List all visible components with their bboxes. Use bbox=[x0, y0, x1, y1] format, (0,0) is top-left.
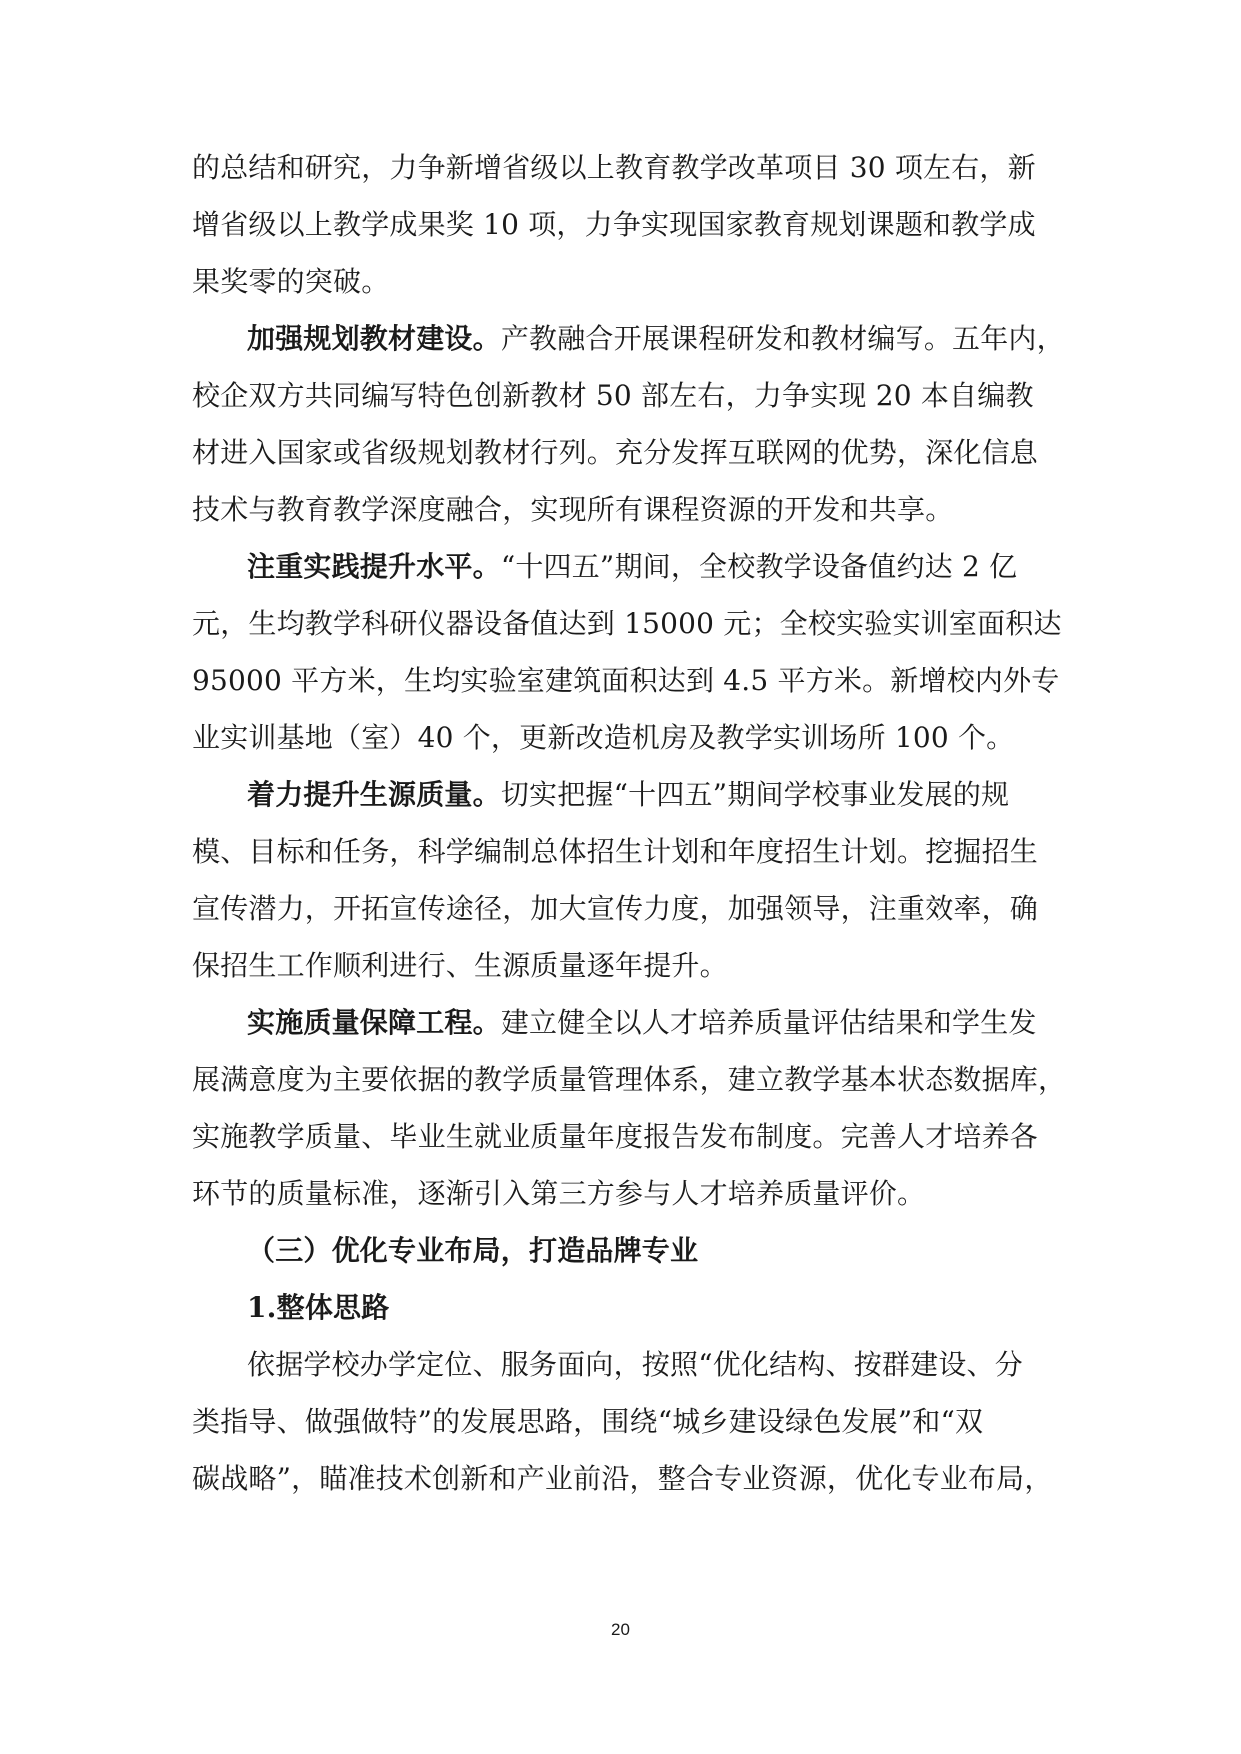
paragraph-line: 保招生工作顺利进行、生源质量逐年提升。 bbox=[192, 949, 728, 982]
paragraph-line: 碳战略”，瞄准技术创新和产业前沿，整合专业资源，优化专业布局， bbox=[192, 1462, 1053, 1495]
paragraph-first-line bbox=[247, 777, 1052, 813]
paragraph-lead-heading: 着力提升生源质量。 bbox=[247, 778, 501, 811]
paragraph-line: 环节的质量标准，逐渐引入第三方参与人才培养质量评价。 bbox=[192, 1177, 926, 1210]
paragraph-line: 元，生均教学科研仪器设备值达到 15000 元；全校实验实训室面积达 bbox=[192, 607, 1062, 640]
paragraph-first-line: 依据学校办学定位、服务面向，按照“优化结构、按群建设、分 bbox=[247, 1348, 1023, 1381]
paragraph-line: 果奖零的突破。 bbox=[192, 265, 390, 298]
paragraph-line: 宣传潜力，开拓宣传途径，加大宣传力度，加强领导，注重效率，确 bbox=[192, 892, 1039, 925]
page-number: 20 bbox=[611, 1620, 630, 1639]
paragraph-line: 实施教学质量、毕业生就业质量年度报告发布制度。完善人才培养各 bbox=[192, 1120, 1039, 1153]
paragraph-lead-heading: 注重实践提升水平。 bbox=[247, 550, 501, 583]
sub-heading: 1.整体思路 bbox=[247, 1291, 390, 1324]
paragraph-text: 建立健全以人才培养质量评估结果和学生发 bbox=[500, 1006, 1037, 1039]
paragraph-lead-heading: 实施质量保障工程。 bbox=[247, 1006, 501, 1039]
paragraph-line: 材进入国家或省级规划教材行列。充分发挥互联网的优势，深化信息 bbox=[192, 436, 1039, 469]
paragraph-lead-heading: 加强规划教材建设。 bbox=[247, 322, 501, 355]
paragraph-line: 校企双方共同编写特色创新教材 50 部左右，力争实现 20 本自编教 bbox=[192, 379, 1034, 412]
paragraph-first-line bbox=[247, 549, 1052, 585]
paragraph-line: 技术与教育教学深度融合，实现所有课程资源的开发和共享。 bbox=[192, 493, 954, 526]
paragraph-text: 切实把握“十四五”期间学校事业发展的规 bbox=[500, 778, 1010, 811]
paragraph-text: 产教融合开展课程研发和教材编写。五年内， bbox=[500, 322, 1065, 355]
paragraph-first-line bbox=[247, 1005, 1052, 1041]
paragraph-line: 模、目标和任务，科学编制总体招生计划和年度招生计划。挖掘招生 bbox=[192, 835, 1039, 868]
paragraph-line: 95000 平方米，生均实验室建筑面积达到 4.5 平方米。新增校内外专 bbox=[192, 664, 1060, 697]
paragraph-line: 展满意度为主要依据的教学质量管理体系，建立教学基本状态数据库， bbox=[192, 1063, 1067, 1096]
paragraph-line: 业实训基地（室）40 个，更新改造机房及教学实训场所 100 个。 bbox=[192, 721, 1015, 754]
section-heading: （三）优化专业布局，打造品牌专业 bbox=[247, 1234, 699, 1267]
paragraph-line: 增省级以上教学成果奖 10 项，力争实现国家教育规划课题和教学成 bbox=[192, 208, 1036, 241]
paragraph-line: 类指导、做强做特”的发展思路，围绕“城乡建设绿色发展”和“双 bbox=[192, 1405, 984, 1438]
paragraph-line: 的总结和研究，力争新增省级以上教育教学改革项目 30 项左右，新 bbox=[192, 151, 1036, 184]
paragraph-first-line bbox=[247, 321, 1065, 357]
paragraph-text: “十四五”期间，全校教学设备值约达 2 亿 bbox=[500, 550, 1018, 583]
